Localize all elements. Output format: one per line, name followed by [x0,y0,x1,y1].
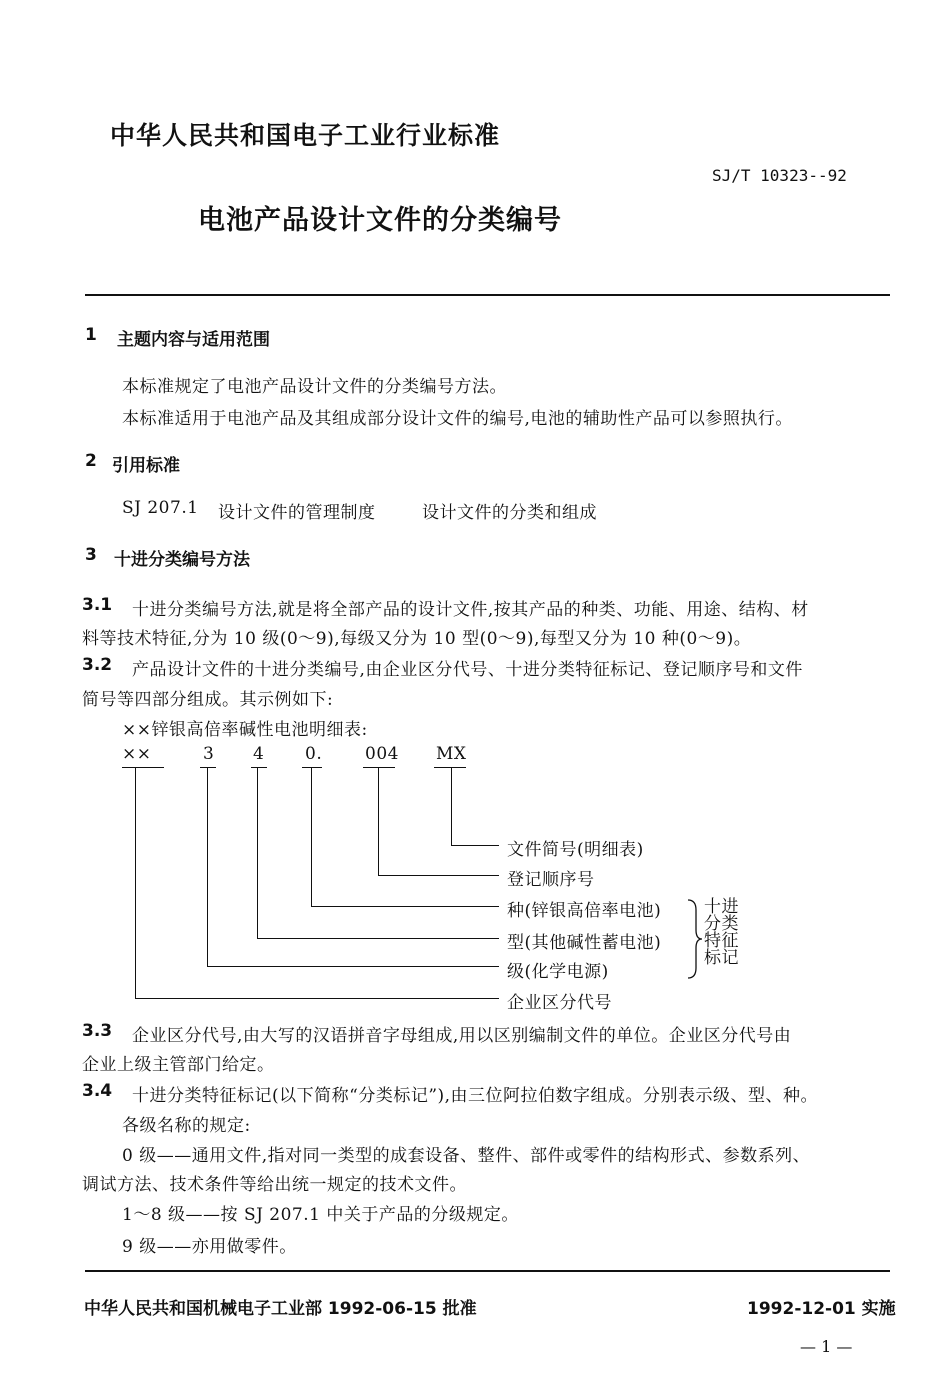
clause-3-4-number: 3.4 [82,1081,113,1101]
code-abbreviation: MX [436,744,467,764]
clause-3-3-line-1: 企业区分代号,由大写的汉语拼音字母组成,用以区别编制文件的单位。企业区分代号由 [132,1026,792,1046]
section-1-title: 主题内容与适用范围 [117,330,270,350]
code-type: 4 [253,744,265,764]
clause-3-3-line-2: 企业上级主管部门给定。 [82,1055,275,1075]
bar-abbreviation [434,767,466,768]
section-1-para-2: 本标准适用于电池产品及其组成部分设计文件的编号,电池的辅助性产品可以参照执行。 [122,409,793,429]
brace-icon [684,898,704,980]
vline-abbreviation [451,768,452,845]
label-abbreviation: 文件简号(明细表) [507,840,644,860]
bar-serial [363,767,395,768]
grade-9: 9 级——亦用做零件。 [122,1237,297,1257]
section-1-para-1: 本标准规定了电池产品设计文件的分类编号方法。 [122,377,507,397]
section-2-title: 引用标准 [112,456,180,476]
label-type: 型(其他碱性蓄电池) [507,933,662,953]
clause-3-4-line-2: 各级名称的规定: [122,1116,251,1136]
section-3-number: 3 [85,545,97,565]
bar-kind [302,767,322,768]
reference-name-1: 设计文件的管理制度 [218,503,376,523]
section-1-number: 1 [85,325,97,345]
document-title: 电池产品设计文件的分类编号 [198,205,562,236]
hline-serial [378,875,499,876]
brace-label-line-2: 分类 [704,914,739,934]
effective-date: 1992-12-01 实施 [747,1299,896,1319]
reference-code: SJ 207.1 [122,498,199,518]
header-divider [85,294,890,296]
clause-3-1-line-2: 料等技术特征,分为 10 级(0～9),每级又分为 10 型(0～9),每型又分为 10 种(0～9)。 [82,629,752,649]
clause-3-1-number: 3.1 [82,595,113,615]
bar-type [251,767,267,768]
hline-kind [311,906,499,907]
label-kind: 种(锌银高倍率电池) [507,901,662,921]
approval-text: 中华人民共和国机械电子工业部 1992-06-15 批准 [84,1299,477,1319]
brace-label [704,899,739,967]
vline-serial [378,768,379,875]
grade-0-line-1: 0 级——通用文件,指对同一类型的成套设备、整件、部件或零件的结构形式、参数系列、 [122,1146,811,1166]
clause-3-4-line-1: 十进分类特征标记(以下简称“分类标记”),由三位阿拉伯数字组成。分别表示级、型、种。 [132,1086,819,1106]
bar-grade [200,767,216,768]
clause-3-3-number: 3.3 [82,1021,113,1041]
vline-type [257,768,258,938]
hline-grade [207,966,499,967]
hline-type [257,938,499,939]
grade-1-8: 1～8 级——按 SJ 207.1 中关于产品的分级规定。 [122,1205,519,1225]
page-number: — 1 — [800,1337,853,1356]
vline-kind [311,768,312,906]
code-grade: 3 [203,744,215,764]
hline-abbreviation [451,845,499,846]
section-2-number: 2 [85,451,97,471]
label-enterprise: 企业区分代号 [507,993,612,1013]
grade-0-line-2: 调试方法、技术条件等给出统一规定的技术文件。 [82,1175,467,1195]
org-title: 中华人民共和国电子工业行业标准 [110,121,501,150]
section-3-title: 十进分类编号方法 [114,550,250,570]
footer-divider [85,1270,890,1272]
clause-3-1-line-1: 十进分类编号方法,就是将全部产品的设计文件,按其产品的种类、功能、用途、结构、材 [132,600,809,620]
label-grade: 级(化学电源) [507,962,609,982]
example-title: ××锌银高倍率碱性电池明细表: [122,720,368,740]
reference-name-2: 设计文件的分类和组成 [422,503,597,523]
clause-3-2-line-2: 简号等四部分组成。其示例如下: [82,690,334,710]
vline-enterprise [135,768,136,999]
brace-label-line-4: 标记 [704,948,739,968]
clause-3-2-line-1: 产品设计文件的十进分类编号,由企业区分代号、十进分类特征标记、登记顺序号和文件 [132,660,803,680]
brace-label-line-3: 特征 [704,931,739,951]
bar-enterprise [122,767,164,768]
standard-code: SJ/T 10323--92 [712,166,847,185]
brace-label-line-1: 十进 [704,897,739,917]
hline-enterprise [135,998,499,999]
clause-3-2-number: 3.2 [82,655,113,675]
code-enterprise: ×× [122,744,152,764]
code-kind: 0. [305,744,323,764]
code-serial: 004 [365,744,399,764]
label-serial: 登记顺序号 [507,870,595,890]
vline-grade [207,768,208,966]
